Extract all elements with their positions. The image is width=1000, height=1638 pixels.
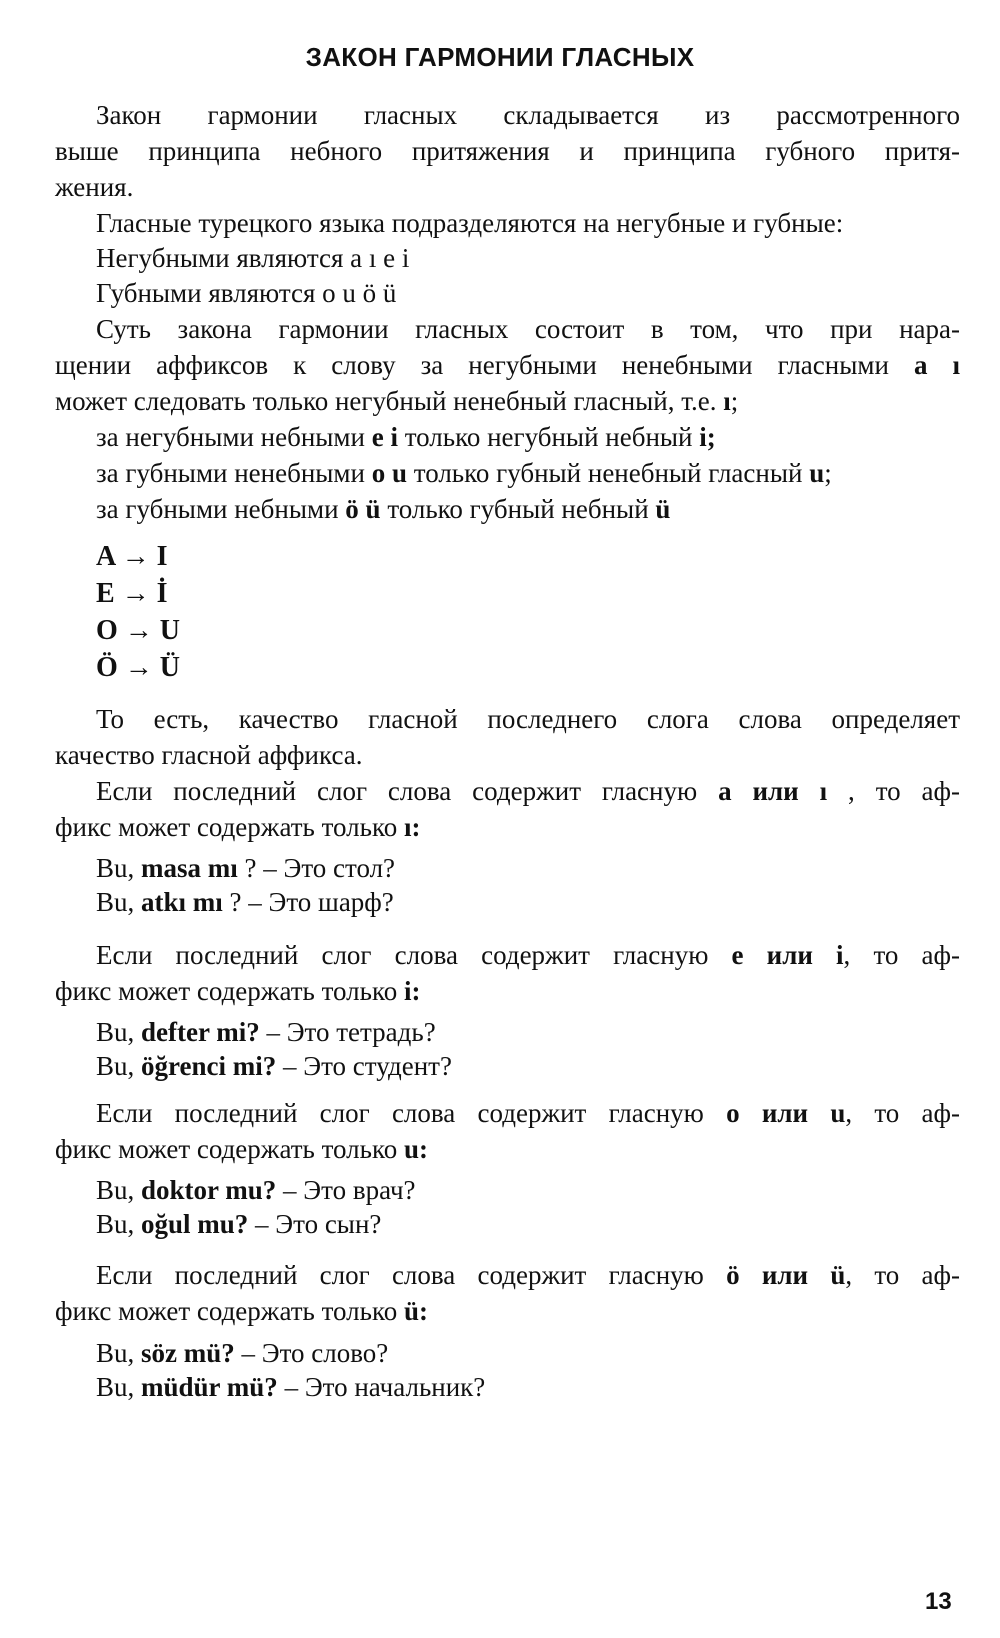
- rule-line-5-end: ;: [824, 458, 832, 488]
- section-1-line-2-text: фикс может содержать только: [55, 812, 404, 842]
- rule-line-6-bold-2: ü: [655, 494, 671, 524]
- section-2-line-2-text: фикс может содержать только: [55, 976, 404, 1006]
- example-line: [96, 1370, 960, 1404]
- section-4-line-2-text: фикс может содержать только: [55, 1296, 404, 1326]
- rounded-vowels-line: Губными являются o u ö ü: [96, 278, 397, 308]
- section-1-affix-vowel: ı:: [403, 812, 421, 842]
- rule-line-1: Суть закона гармонии гласных состоит в том, что при нара-: [96, 314, 960, 344]
- example-translation: – Это врач?: [276, 1175, 416, 1205]
- example-translation: – Это сын?: [248, 1209, 382, 1239]
- example-pre: Bu,: [96, 1051, 142, 1081]
- section-4-line-1: [96, 1258, 960, 1292]
- section-3-line-2-text: фикс может содержать только: [55, 1134, 404, 1164]
- example-pre: Bu,: [96, 887, 142, 917]
- section-4-affix-vowel: ü:: [403, 1296, 428, 1326]
- rule-line-6-text: за губными небными: [96, 494, 346, 524]
- intro-line-2: выше принципа небного притяжения и принципа губного притя-: [55, 136, 960, 166]
- example-pre: Bu,: [96, 1338, 142, 1368]
- example-translation: – Это тетрадь?: [259, 1017, 436, 1047]
- example-line: [96, 851, 960, 885]
- rule-line-5-bold-1: o u: [371, 458, 407, 488]
- rule-line-6: [96, 492, 960, 526]
- example-pre: Bu,: [96, 1209, 142, 1239]
- section-2-affix-vowel: i:: [403, 976, 421, 1006]
- section-2-vowels: e или i: [731, 940, 844, 970]
- section-1-text: Если последний слог слова содержит гласную: [96, 776, 719, 806]
- page-number: 13: [925, 1588, 952, 1615]
- example-pre: Bu,: [96, 853, 142, 883]
- section-4-text: Если последний слог слова содержит гласную: [96, 1260, 727, 1290]
- rule-line-5-bold-2: u: [809, 458, 825, 488]
- example-pre: Bu,: [96, 1175, 142, 1205]
- summary-line-1: То есть, качество гласной последнего слога слова определяет: [96, 704, 960, 734]
- classes-line: Гласные турецкого языка подразделяются на негубные и губные:: [96, 208, 844, 238]
- example-line: [96, 1207, 960, 1241]
- section-3-line-1: [96, 1096, 960, 1130]
- rule-line-5-text: за губными ненебными: [96, 458, 372, 488]
- section-3-text: Если последний слог слова содержит гласную: [96, 1098, 727, 1128]
- section-4-line-2: [55, 1294, 960, 1328]
- section-1-end: , то аф-: [827, 776, 961, 806]
- example-word: atkı mı: [141, 887, 223, 917]
- rule-line-5-mid: только губный ненебный гласный: [407, 458, 810, 488]
- example-translation: ? – Это шарф?: [222, 887, 394, 917]
- example-word: söz mü?: [141, 1338, 235, 1368]
- example-line: [96, 1049, 960, 1083]
- summary-line-2: качество гласной аффикса.: [55, 740, 363, 770]
- example-translation: – Это студент?: [276, 1051, 452, 1081]
- rule-line-4-mid: только негубный небный: [397, 422, 700, 452]
- section-1-line-2: [55, 810, 960, 844]
- example-pre: Bu,: [96, 1372, 142, 1402]
- example-translation: – Это слово?: [234, 1338, 389, 1368]
- example-word: defter mi?: [141, 1017, 260, 1047]
- rule-line-4-text: за негубными небными: [96, 422, 372, 452]
- section-3-line-2: [55, 1132, 960, 1166]
- example-word: masa mı: [141, 853, 238, 883]
- rule-line-5: [96, 456, 960, 490]
- example-line: [96, 1173, 960, 1207]
- example-line: [96, 885, 960, 919]
- section-2-line-1: [96, 938, 960, 972]
- rule-line-3-bold: ı: [723, 386, 731, 416]
- example-translation: ? – Это стол?: [237, 853, 396, 883]
- section-1-line-1: [96, 774, 960, 808]
- section-3-affix-vowel: u:: [403, 1134, 428, 1164]
- unrounded-vowels-line: Негубными являются a ı e i: [96, 243, 410, 273]
- arrow-mapping-a: A → I: [96, 541, 168, 572]
- rule-line-4-bold-2: i;: [699, 422, 716, 452]
- rule-line-2: [55, 348, 960, 382]
- section-4-vowels: ö или ü: [726, 1260, 846, 1290]
- example-word: müdür mü?: [141, 1372, 278, 1402]
- rule-line-3: [55, 384, 960, 418]
- section-2-text: Если последний слог слова содержит гласную: [96, 940, 732, 970]
- rule-line-3-text: может следовать только негубный ненебный гласный, т.е.: [55, 386, 724, 416]
- rule-line-6-bold-1: ö ü: [345, 494, 381, 524]
- example-pre: Bu,: [96, 1017, 142, 1047]
- arrow-mapping-o: O → U: [96, 615, 180, 646]
- rule-line-2-text: щении аффиксов к слову за негубными ненебными гласными: [55, 350, 914, 380]
- rule-line-6-mid: только губный небный: [380, 494, 656, 524]
- section-3-vowels: o или u: [726, 1098, 846, 1128]
- section-3-end: , то аф-: [845, 1098, 961, 1128]
- rule-line-4: [96, 420, 960, 454]
- section-2-end: , то аф-: [843, 940, 960, 970]
- rule-line-3-end: ;: [730, 386, 739, 416]
- example-word: oğul mu?: [141, 1209, 249, 1239]
- section-1-vowels: a или ı: [718, 776, 828, 806]
- rule-line-4-bold-1: e i: [371, 422, 398, 452]
- arrow-mapping-e: E → İ: [96, 578, 168, 609]
- example-word: doktor mu?: [141, 1175, 277, 1205]
- section-4-end: , то аф-: [845, 1260, 961, 1290]
- arrow-mapping-o-umlaut: Ö → Ü: [96, 652, 180, 683]
- example-line: [96, 1015, 960, 1049]
- example-translation: – Это начальник?: [277, 1372, 486, 1402]
- example-word: öğrenci mi?: [141, 1051, 277, 1081]
- intro-line-1: Закон гармонии гласных складывается из рассмотренного: [96, 100, 960, 130]
- section-2-line-2: [55, 974, 960, 1008]
- intro-line-3: жения.: [55, 172, 134, 202]
- rule-line-2-bold: a ı: [913, 350, 960, 380]
- example-line: [96, 1336, 960, 1370]
- page-title: ЗАКОН ГАРМОНИИ ГЛАСНЫХ: [305, 42, 695, 72]
